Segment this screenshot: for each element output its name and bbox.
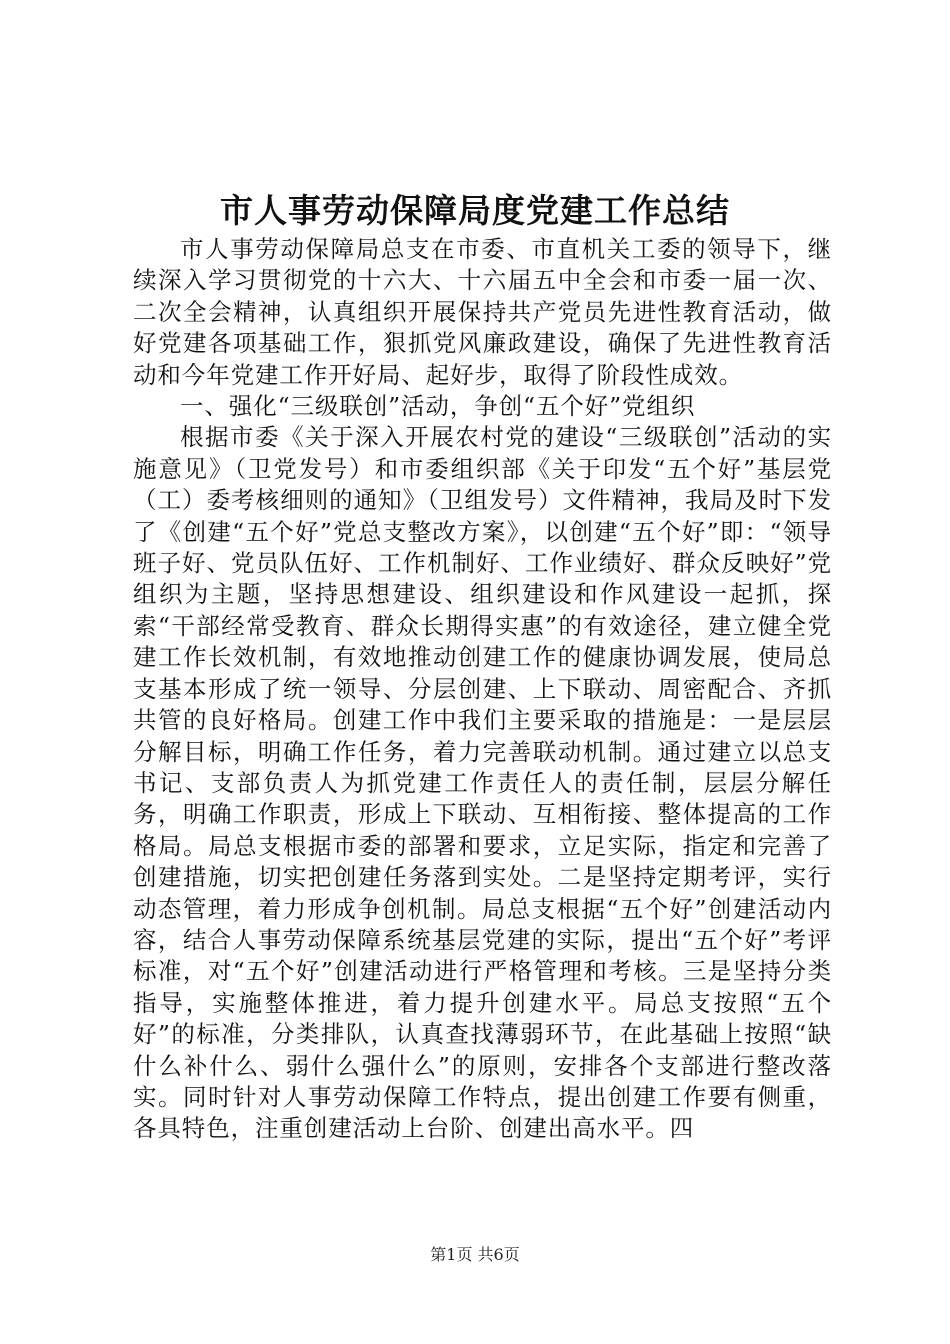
paragraph-intro: 市人事劳动保障局总支在市委、市直机关工委的领导下，继续深入学习贯彻党的十六大、十六届五中全会和市委一届一次、二次全会精神，认真组织开展保持共产党员先进性教育活动，做好党建各项基础工作，狠抓党风廉政建设，确保了先进性教育活动和今年党建工作开好局、起好步，取得了阶段性成效。 xyxy=(133,235,832,389)
section-heading-1: 一、强化“三级联创”活动，争创“五个好”党组织 xyxy=(180,392,696,421)
document-body xyxy=(133,234,832,1145)
page-footer: 第1页 共6页 xyxy=(430,1245,520,1264)
document-title: 市人事劳动保障局度党建工作总结 xyxy=(220,191,730,230)
paragraph-section-1: 根据市委《关于深入开展农村党的建设“三级联创”活动的实施意见》（卫党发号）和市委组织部《关于印发“五个好”基层党（工）委考核细则的通知》（卫组发号）文件精神，我局及时下发了《创建“五个好”党总支整改方案》，以创建“五个好”即：“领导班子好、党员队伍好、工作机制好、工作业绩好、群众反映好”党组织为主题，坚持思想建设、组织建设和作风建设一起抓，探索“干部经常受教育、群众长期得实惠”的有效途径，建立健全党建工作长效机制，有效地推动创建工作的健康协调发展，使局总支基本形成了统一领导、分层创建、上下联动、周密配合、齐抓共管的良好格局。创建工作中我们主要采取的措施是：一是层层分解目标，明确工作任务，着力完善联动机制。通过建立以总支书记、支部负责人为抓党建工作责任人的责任制，层层分解任务，明确工作职责，形成上下联动、互相衔接、整体提高的工作格局。局总支根据市委的部署和要求，立足实际，指定和完善了创建措施，切实把创建任务落到实处。二是坚持定期考评，实行动态管理，着力形成争创机制。局总支根据“五个好”创建活动内容，结合人事劳动保障系统基层党建的实际，提出“五个好”考评标准，对“五个好”创建活动进行严格管理和考核。三是坚持分类指导，实施整体推进，着力提升创建水平。局总支按照“五个好”的标准，分类排队，认真查找薄弱环节，在此基础上按照“缺什么补什么、弱什么强什么”的原则，安排各个支部进行整改落实。同时针对人事劳动保障工作特点，提出创建工作要有侧重，各具特色，注重创建活动上台阶、创建出高水平。四 xyxy=(133,423,832,1143)
